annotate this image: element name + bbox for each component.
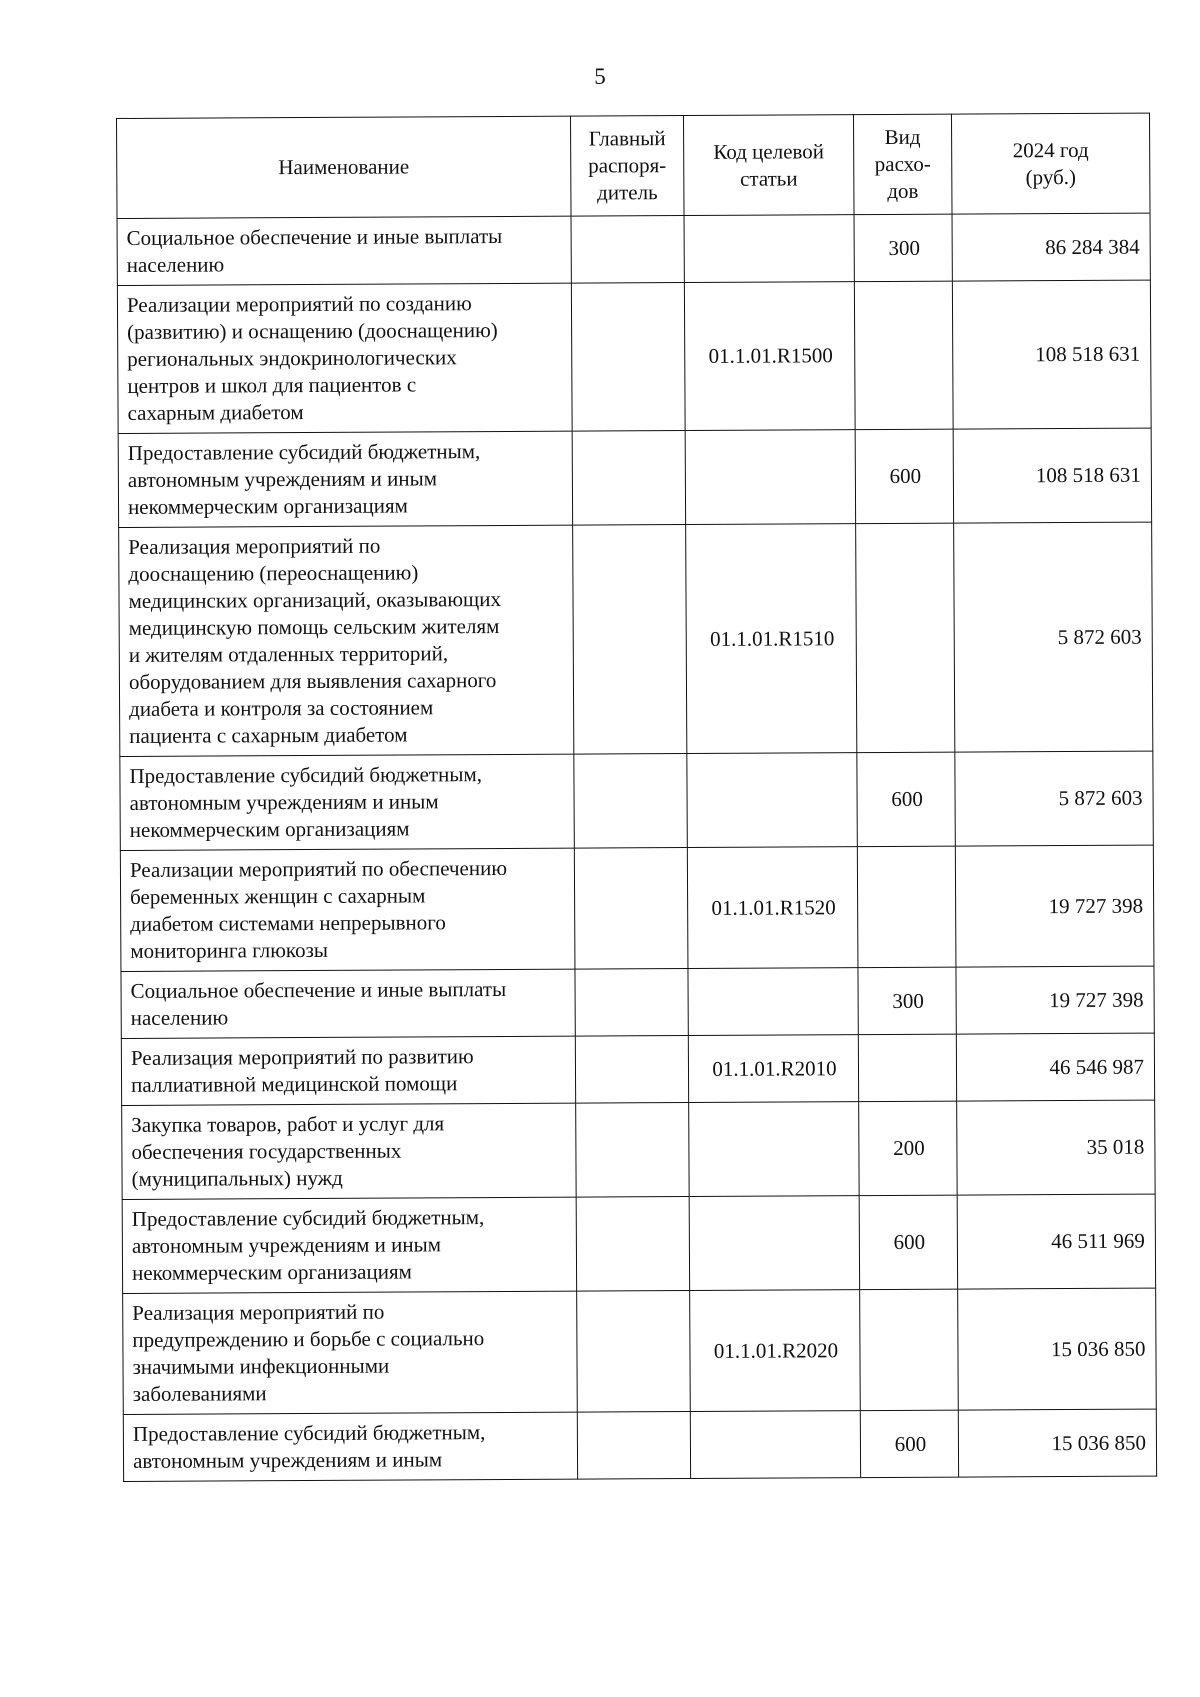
table-row (117, 280, 1151, 433)
cell-name-line: автономным учреждениям и иным (129, 789, 439, 815)
cell-manager (573, 525, 687, 755)
table-row (117, 213, 1150, 285)
cell-manager (572, 431, 685, 526)
cell-code: 01.1.01.R1510 (686, 524, 857, 754)
cell-code: 01.1.01.R1500 (684, 282, 855, 431)
cell-name-line: некоммерческим организациям (129, 816, 410, 842)
cell-code (685, 430, 855, 525)
cell-name-line: населению (130, 1005, 229, 1030)
cell-manager (575, 969, 688, 1037)
header-manager-line: распоря- (588, 153, 667, 178)
page-number: 5 (594, 64, 606, 89)
cell-manager (576, 1197, 689, 1292)
cell-code (687, 753, 857, 848)
cell-manager (574, 848, 688, 970)
cell-name-line: Реализации мероприятий по обеспечению (129, 855, 508, 882)
cell-kind: 200 (859, 1101, 957, 1196)
header-kind (853, 114, 952, 215)
cell-kind: 600 (860, 1410, 958, 1478)
cell-code (690, 1411, 860, 1479)
cell-kind (860, 1289, 959, 1411)
cell-code: 01.1.01.R2010 (688, 1035, 858, 1103)
cell-name-line: заболеваниями (132, 1381, 267, 1406)
header-code-line: Код целевой (713, 138, 825, 164)
cell-name (123, 1291, 578, 1414)
cell-amount: 15 036 850 (958, 1409, 1156, 1477)
cell-name-line: Предоставление субсидий бюджетным, (132, 1420, 486, 1446)
cell-name-line: диабетом системами непрерывного (130, 910, 446, 936)
header-manager-line: Главный (588, 126, 666, 151)
cell-amount: 15 036 850 (958, 1288, 1157, 1410)
table-row (121, 1033, 1154, 1105)
cell-name-line: Реализации мероприятий по созданию (126, 291, 472, 317)
cell-code: 01.1.01.R2020 (690, 1290, 861, 1412)
cell-name-line: Реализация мероприятий по развитию (130, 1044, 474, 1070)
cell-name-line: пациента с сахарным диабетом (129, 722, 408, 748)
header-kind-line: расхо- (874, 151, 931, 177)
cell-amount: 19 727 398 (956, 966, 1154, 1034)
cell-amount: 86 284 384 (952, 213, 1150, 281)
cell-name-line: дооснащению (переоснащению) (128, 560, 419, 586)
table-header-row (117, 113, 1151, 218)
cell-manager (571, 283, 685, 432)
cell-name (118, 431, 572, 527)
table-row (119, 522, 1153, 756)
cell-code (689, 1196, 859, 1291)
cell-name-line: Социальное обеспечение и иные выплаты (130, 976, 507, 1003)
header-manager-line: дитель (597, 180, 658, 205)
cell-kind (858, 1034, 956, 1102)
cell-name (117, 283, 572, 433)
cell-amount: 19 727 398 (955, 845, 1154, 967)
cell-amount: 5 872 603 (954, 522, 1153, 752)
cell-code (684, 215, 854, 283)
cell-name (120, 754, 574, 850)
cell-name (122, 1197, 576, 1293)
cell-kind (856, 523, 955, 753)
cell-manager (575, 1036, 688, 1104)
table-row (118, 428, 1151, 527)
cell-kind (857, 846, 956, 968)
cell-manager (577, 1412, 690, 1480)
cell-name-line: Реализация мероприятий по (128, 533, 381, 559)
cell-name-line: и жителям отдаленных территорий, (128, 641, 449, 667)
cell-name-line: автономным учреждениям и иным (131, 1232, 442, 1258)
cell-code: 01.1.01.R1520 (687, 847, 858, 969)
cell-name-line: оборудованием для выявления сахарного (128, 668, 497, 694)
cell-manager (574, 754, 687, 849)
cell-amount: 5 872 603 (955, 751, 1153, 846)
table-row (122, 1194, 1155, 1293)
cell-name-line: Предоставление субсидий бюджетным, (129, 762, 483, 788)
table-row (123, 1409, 1156, 1481)
cell-name-line: автономным учреждениям и иным (132, 1447, 443, 1473)
cell-name-line: автономным учреждениям и иным (127, 466, 438, 492)
cell-amount: 108 518 631 (953, 428, 1151, 523)
cell-kind: 600 (859, 1195, 957, 1290)
header-name (117, 116, 572, 218)
cell-name (117, 216, 571, 285)
cell-name-line: Предоставление субсидий бюджетным, (131, 1205, 485, 1231)
cell-name-line: медицинских организаций, оказывающих (128, 586, 501, 613)
header-kind-line: дов (887, 178, 919, 203)
cell-name-line: медицинскую помощь сельским жителям (128, 613, 500, 640)
cell-name-line: населению (126, 252, 225, 277)
cell-kind: 300 (858, 967, 956, 1035)
cell-name-line: некоммерческим организациям (127, 493, 408, 519)
cell-name-line: предупреждению и борьбе с социально (132, 1326, 485, 1352)
cell-amount: 46 546 987 (956, 1033, 1154, 1101)
cell-kind: 300 (854, 214, 952, 282)
cell-name-line: беременных женщин с сахарным (130, 883, 426, 909)
table-row (121, 966, 1154, 1038)
cell-name-line: региональных эндокринологических (127, 345, 457, 371)
cell-name-line: центров и школ для пациентов с (127, 372, 417, 398)
cell-name-line: мониторинга глюкозы (130, 937, 329, 963)
header-amount-line: 2024 год (1012, 137, 1089, 162)
table-row (120, 845, 1154, 971)
cell-name-line: паллиативной медицинской помощи (131, 1071, 458, 1097)
cell-kind: 600 (855, 429, 953, 524)
cell-name-line: обеспечения государственных (131, 1138, 402, 1164)
cell-name (120, 848, 575, 971)
cell-name-line: Социальное обеспечение и иные выплаты (126, 223, 503, 250)
cell-name-line: некоммерческим организациям (131, 1259, 412, 1285)
header-amount (951, 113, 1150, 214)
cell-name-line: Предоставление субсидий бюджетным, (127, 439, 481, 465)
cell-name-line: (муниципальных) нужд (131, 1165, 343, 1191)
header-manager (570, 116, 684, 217)
cell-kind (854, 281, 953, 430)
table-row (120, 751, 1153, 850)
table-row (123, 1288, 1157, 1414)
cell-amount: 35 018 (957, 1100, 1155, 1195)
cell-manager (577, 1291, 691, 1413)
cell-code (689, 1102, 859, 1197)
cell-manager (571, 216, 684, 284)
cell-name (121, 969, 575, 1038)
budget-table (116, 113, 1157, 1482)
cell-name-line: Реализация мероприятий по (132, 1299, 385, 1325)
cell-name-line: Закупка товаров, работ и услуг для (131, 1111, 445, 1137)
header-amount-line: (руб.) (1025, 164, 1077, 189)
table-row (122, 1100, 1155, 1199)
header-name-text: Наименование (278, 154, 410, 180)
cell-manager (576, 1103, 689, 1198)
cell-name (119, 525, 574, 756)
cell-code (688, 968, 858, 1036)
header-code-line: статьи (739, 165, 798, 191)
table-body (117, 213, 1157, 1481)
header-code (683, 115, 854, 216)
cell-name (122, 1103, 576, 1199)
cell-name (121, 1036, 575, 1105)
cell-kind: 600 (857, 752, 955, 847)
cell-amount: 46 511 969 (957, 1194, 1155, 1289)
header-kind-line: Вид (884, 124, 921, 149)
cell-name-line: (развитию) и оснащению (дооснащению) (127, 318, 498, 344)
cell-name-line: сахарным диабетом (127, 400, 304, 425)
cell-name-line: значимыми инфекционными (132, 1353, 390, 1379)
cell-amount: 108 518 631 (952, 280, 1151, 429)
cell-name-line: диабета и контроля за состоянием (129, 695, 434, 721)
cell-name (123, 1412, 577, 1481)
